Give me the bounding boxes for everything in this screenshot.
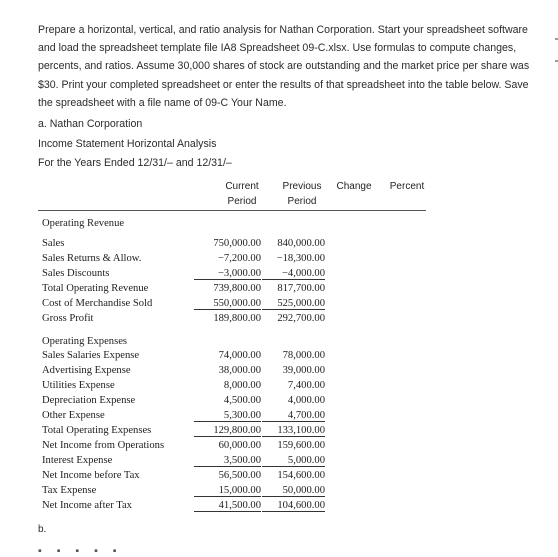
current-value: −3,000.00 (194, 268, 261, 280)
row-label: Total Operating Expenses (42, 425, 152, 436)
row-label: Interest Expense (42, 455, 113, 466)
previous-value: 7,400.00 (287, 380, 325, 391)
row-label: Sales Salaries Expense (42, 350, 140, 361)
cut-off-text-line: ▪ ▪ ▪ ▪ ▪ (38, 545, 123, 557)
row-label: Net Income after Tax (42, 500, 132, 511)
current-value: −7,200.00 (217, 253, 261, 264)
column-header-current-line1: Current (225, 181, 259, 192)
column-header-percent: Percent (389, 181, 425, 192)
current-value: 4,500.00 (223, 395, 261, 406)
row-label: Tax Expense (42, 485, 97, 496)
current-value: 5,300.00 (194, 410, 261, 422)
current-value: 60,000.00 (218, 440, 261, 451)
previous-value: 50,000.00 (262, 485, 325, 497)
column-header-previous (272, 179, 332, 209)
previous-value: 292,700.00 (277, 313, 325, 324)
row-label: Operating Revenue (42, 218, 125, 229)
previous-value: 525,000.00 (262, 298, 325, 310)
row-label: Total Operating Revenue (42, 283, 149, 294)
previous-value: 159,600.00 (277, 440, 325, 451)
current-value: 739,800.00 (213, 283, 261, 294)
current-value: 189,800.00 (213, 313, 261, 324)
statement-period: For the Years Ended 12/31/– and 12/31/– (38, 157, 232, 169)
current-value: 15,000.00 (194, 485, 261, 497)
column-header-change: Change (336, 181, 372, 192)
row-label: Sales Returns & Allow. (42, 253, 142, 264)
current-value: 3,500.00 (194, 455, 261, 467)
row-label: Utilities Expense (42, 380, 115, 391)
instructions-paragraph: Prepare a horizontal, vertical, and ratio analysis for Nathan Corporation. Start your spreadsheet software and load the spreadsheet template file IA8 Spreadsheet 09-C.xlsx. Use formulas to compute changes, percents, and ratios. Assume 30,000 shares of stock are outstanding and the market price per share was $30. Print your completed spreadsheet or enter the results of that spreadsheet into the table below. Save the spreadsheet with a file name of 09-C Your Name. (38, 24, 530, 109)
row-label: Net Income from Operations (42, 440, 165, 451)
row-label: Sales (42, 238, 65, 249)
column-header-previous-line1: Previous (282, 181, 322, 192)
current-value: 8,000.00 (223, 380, 261, 391)
row-label: Sales Discounts (42, 268, 110, 279)
row-label: Other Expense (42, 410, 105, 421)
current-value: 56,500.00 (218, 470, 261, 481)
current-value: 750,000.00 (213, 238, 261, 249)
header-rule (38, 210, 426, 211)
row-label: Gross Profit (42, 313, 94, 324)
previous-value: 154,600.00 (277, 470, 325, 481)
row-label: Advertising Expense (42, 365, 131, 376)
part-a-heading: a. Nathan Corporation (38, 118, 143, 130)
previous-value: 4,000.00 (287, 395, 325, 406)
previous-value: 133,100.00 (262, 425, 325, 437)
previous-value: 39,000.00 (282, 365, 325, 376)
row-label: Cost of Merchandise Sold (42, 298, 153, 309)
row-label: Net Income before Tax (42, 470, 140, 481)
part-b-heading: b. (38, 524, 47, 535)
column-header-current-line2: Period (227, 196, 257, 207)
previous-value: 817,700.00 (277, 283, 325, 294)
previous-value: 840,000.00 (277, 238, 325, 249)
row-label: Operating Expenses (42, 336, 128, 347)
current-value: 74,000.00 (218, 350, 261, 361)
current-value: 129,800.00 (194, 425, 261, 437)
previous-value: 104,600.00 (262, 500, 325, 512)
previous-value: −4,000.00 (262, 268, 325, 280)
statement-title: Income Statement Horizontal Analysis (38, 138, 217, 150)
column-header-previous-line2: Period (287, 196, 317, 207)
previous-value: 4,700.00 (262, 410, 325, 422)
previous-value: 5,000.00 (262, 455, 325, 467)
column-header-current (212, 179, 272, 209)
previous-value: −18,300.00 (276, 253, 325, 264)
row-label: Depreciation Expense (42, 395, 136, 406)
current-value: 41,500.00 (194, 500, 261, 512)
previous-value: 78,000.00 (282, 350, 325, 361)
current-value: 550,000.00 (194, 298, 261, 310)
current-value: 38,000.00 (218, 365, 261, 376)
